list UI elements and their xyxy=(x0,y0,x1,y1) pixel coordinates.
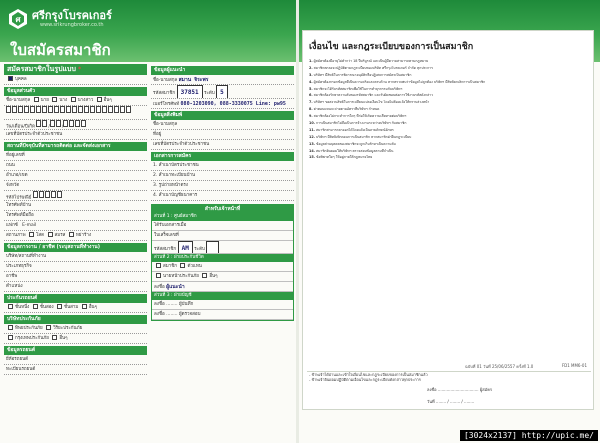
part3-row-2[interactable]: ลงชื่อ ........ ผู้ตรวจสอบ xyxy=(152,310,293,320)
vehicle-section-head: ข้อมูลรถยนต์ xyxy=(4,346,147,355)
insurer-3[interactable] xyxy=(8,335,13,340)
terms-panel xyxy=(302,30,594,410)
acknowledgement-box xyxy=(307,371,591,409)
term-item: 11.สมาชิกสามารถลาออกได้โดยแจ้งเป็นลายลักษณ์อักษร xyxy=(309,127,394,132)
term-item: 6.สมาชิกต้องรักษาความลับของรหัสสมาชิก และรับผิดชอบต่อการใช้งานรหัสดังกล่าว xyxy=(309,93,433,98)
ins-class-1[interactable] xyxy=(8,304,13,309)
term-item: 3.บริษัทฯ มีสิทธิ์ในการพิจารณาอนุมัติหรือปฏิเสธการสมัครเป็นสมาชิก xyxy=(309,72,412,77)
personal-section-head: ข้อมูลส่วนตัว xyxy=(4,87,147,96)
status-row: สถานภาพ โสด สมรส หย่าร้าง xyxy=(4,231,147,241)
doc-item-2: 2. สำเนาทะเบียนบ้าน xyxy=(151,171,294,181)
birthdate-row[interactable]: วัน/เดือน/ปีเกิด / / xyxy=(4,120,147,130)
part2-opt-1[interactable] xyxy=(156,263,161,268)
work-row-3[interactable]: อาชีพ xyxy=(4,272,147,282)
doc-item-1: 1. สำเนาบัตรประชาชน xyxy=(151,161,294,171)
brand-name: ศรีกรุงโบรคเกอร์ xyxy=(32,9,112,22)
postal-row-2[interactable]: ที่อยู่ xyxy=(151,130,294,140)
postal-row-3[interactable]: เลขที่บัตรประจำตัวประชาชน xyxy=(151,140,294,150)
title-checkbox-1[interactable] xyxy=(34,97,39,102)
part2-opt-2[interactable] xyxy=(180,263,185,268)
term-item: 2.สมาชิกตกลงจะปฏิบัติตามกฎระเบียบของบริษัท ศรีกรุงโบรคเกอร์ จำกัด ทุกประการ xyxy=(309,65,433,70)
receipt-row[interactable]: ใบเสร็จเลขที่ xyxy=(152,231,293,241)
term-item: 8.ค่าตอบแทนจะจ่ายตามอัตราที่บริษัทฯ กำหนด xyxy=(309,107,380,112)
received-row[interactable]: ได้รับเอกสารเมื่อ xyxy=(152,221,293,231)
referrer-phone-row[interactable]: เบอร์โทรศัพท์ 080-1203090, 088-3330075 Line: pw95 xyxy=(151,99,294,109)
referrer-code: 37851 xyxy=(177,85,203,99)
term-item: 9.สมาชิกต้องไม่กระทำการใดๆ ที่ก่อให้เกิดความเสียหายต่อบริษัทฯ xyxy=(309,114,407,119)
term-item: 15.ข้อพิพาทใดๆ ให้อยู่ภายใต้กฎหมายไทย xyxy=(309,155,373,160)
terms-title: เงื่อนไข และกฎระเบียบของการเป็นสมาชิก xyxy=(309,42,474,52)
level-box[interactable] xyxy=(206,241,218,254)
ack-line-1: - ข้าพเจ้าได้อ่านและเข้าใจเงื่อนไขและกฎระเบียบของการเป็นสมาชิกแล้ว xyxy=(309,372,428,377)
vehicle-row[interactable]: ยี่ห้อรถยนต์ xyxy=(4,355,147,365)
ins-class-2[interactable] xyxy=(33,304,38,309)
addr-row-3[interactable]: อำเภอ/เขต xyxy=(4,171,147,181)
ack-line-2: - ข้าพเจ้ายินยอมปฏิบัติตามเงื่อนไขและกฎระเบียบดังกล่าวทุกประการ xyxy=(309,377,421,382)
term-item: 10.การเป็นสมาชิกไม่ถือเป็นการจ้างงานระหว่างบริษัทฯ กับสมาชิก xyxy=(309,121,407,126)
insurer-row-1: ทิพยประกันภัย วิริยะประกันภัย xyxy=(4,324,147,334)
id-card-row[interactable]: เลขที่บัตรประจำตัวประชาชน xyxy=(4,130,147,140)
referrer-section-head: ข้อมูลผู้แนะนำ xyxy=(151,66,294,75)
form-right-column xyxy=(151,64,294,439)
docs-section-head: เอกสารการสมัคร xyxy=(151,152,294,161)
ins-class-3[interactable] xyxy=(57,304,62,309)
officer-title: สำหรับเจ้าหน้าที่ xyxy=(152,205,293,213)
name-boxes-row[interactable] xyxy=(4,106,147,120)
apply-checkbox[interactable] xyxy=(8,76,13,81)
company-logo-icon xyxy=(8,8,28,30)
term-item: 14.สมาชิกยินยอมให้บริษัทฯ ตรวจสอบข้อมูลตามที่จำเป็น xyxy=(309,148,394,153)
status-checkbox-1[interactable] xyxy=(29,232,34,237)
part2-opt-3[interactable] xyxy=(156,273,161,278)
part2-row-1: สมาชิก ตัวแทน xyxy=(152,262,293,272)
status-checkbox-2[interactable] xyxy=(48,232,53,237)
insurer-4[interactable] xyxy=(52,335,57,340)
referrer-phone: 080-1203090, 088-3330075 Line: pw95 xyxy=(180,101,286,107)
term-item: 13.ข้อมูลส่วนบุคคลของสมาชิกจะถูกเก็บรักษาเป็นความลับ xyxy=(309,141,396,146)
form-code: FD1 MM6-01 xyxy=(561,363,587,368)
signer-row[interactable]: ลงชื่อ ผู้แนะนำ xyxy=(152,282,293,292)
svg-text:ศ: ศ xyxy=(15,15,21,24)
status-checkbox-3[interactable] xyxy=(69,232,74,237)
part2-row-2: นายหน้าประกันภัย อื่นๆ xyxy=(152,272,293,282)
address-section-head: สถานที่ปัจจุบันที่สามารถติดต่อ และจัดส่งเอกสาร xyxy=(4,142,147,151)
insurer-row-2: กรุงเทพประกันภัย อื่นๆ xyxy=(4,334,147,344)
term-item: 12.บริษัทฯ มีสิทธิ์เพิกถอนการเป็นสมาชิก หากสมาชิกฝ่าฝืนกฎระเบียบ xyxy=(309,134,412,139)
postal-row-1[interactable]: ชื่อ-นามสกุล xyxy=(151,120,294,130)
title-checkbox-4[interactable] xyxy=(97,97,102,102)
term-item: 4.ผู้สมัครต้องกรอกข้อมูลที่เป็นความจริงและครบถ้วน หากตรวจพบว่าข้อมูลไม่ถูกต้อง บริษัทฯ มีสิทธิ์ยกเลิกการเป็นสมาชิก xyxy=(309,79,486,84)
doc-item-3: 3. รูปถ่ายหน้าตรง xyxy=(151,181,294,191)
application-form xyxy=(4,64,294,439)
terms-list xyxy=(309,59,589,162)
addr-row-4[interactable]: จังหวัด xyxy=(4,181,147,191)
apply-type-row: บุคคล xyxy=(4,75,147,85)
insurance-section-head: ประกันรถยนต์ xyxy=(4,294,147,303)
applicant-date[interactable]: วันที่ ........ / ........ / ........ xyxy=(427,399,475,404)
addr-row-1[interactable]: ที่อยู่เลขที่ xyxy=(4,151,147,161)
form-title: ใบสมัครสมาชิก xyxy=(10,41,111,59)
addr-row-7[interactable]: โทรศัพท์มือถือ xyxy=(4,211,147,221)
term-item: 1.ผู้สมัครต้องมีอายุไม่ต่ำกว่า 18 ปีบริบูรณ์ และเป็นผู้มีความสามารถตามกฎหมาย xyxy=(309,59,429,63)
part3-head: ส่วนที่ 3 : ฝ่ายบัญชี xyxy=(152,292,293,300)
version-note: ฉบับที่ 01 วันที่ 25/06/2557 ครั้งที่ 1.0 xyxy=(465,364,534,369)
work-row-1[interactable]: บริษัท/สถานที่ทำงาน xyxy=(4,252,147,262)
part1-head: ส่วนที่ 1 : ศูนย์สมาชิก xyxy=(152,213,293,221)
addr-row-8[interactable]: แฟกซ์ E-mail xyxy=(4,221,147,231)
name-row: ชื่อ-นามสกุล นาย นาง นางสาว อื่นๆ xyxy=(4,96,147,106)
member-code: AM xyxy=(178,241,193,254)
insurer-2[interactable] xyxy=(46,325,51,330)
applicant-sign[interactable]: ลงชื่อ ................................ ผู้สมัคร xyxy=(427,387,493,392)
addr-row-6[interactable]: โทรศัพท์บ้าน xyxy=(4,201,147,211)
postal-section-head: ข้อมูลสิ่งพิมพ์ xyxy=(151,111,294,120)
work-row-4[interactable]: ตำแหน่ง xyxy=(4,282,147,292)
image-watermark: [3024x2137] http://upic.me/ xyxy=(460,430,598,441)
brand-url: www.srikrungbroker.co.th xyxy=(40,22,104,28)
page-divider xyxy=(296,0,299,443)
form-left-column xyxy=(4,64,147,439)
plate-row[interactable]: ทะเบียนรถยนต์ xyxy=(4,365,147,375)
referrer-code-row[interactable]: รหัสสมาชิก 37851 ระดับ 5 xyxy=(151,85,294,99)
title-checkbox-3[interactable] xyxy=(71,97,76,102)
part2-head: ส่วนที่ 2 : ฝ่ายประกันชีวิต xyxy=(152,254,293,262)
work-row-2[interactable]: ประเภทธุรกิจ xyxy=(4,262,147,272)
title-checkbox-2[interactable] xyxy=(52,97,57,102)
apply-section-head: สมัครสมาชิกในรูปแบบ * xyxy=(4,64,147,75)
addr-row-2[interactable]: ถนน xyxy=(4,161,147,171)
term-item: 7.บริษัทฯ ขอสงวนสิทธิ์ในการเปลี่ยนแปลงเงื่อนไข โดยไม่ต้องแจ้งให้ทราบล่วงหน้า xyxy=(309,100,430,105)
officer-box xyxy=(151,204,294,321)
member-code-row[interactable]: รหัสสมาชิก AM ระดับ xyxy=(152,241,293,254)
doc-item-4: 4. สำเนาบัญชีธนาคาร xyxy=(151,191,294,201)
insurance-class-row: ชั้นหนึ่ง ชั้นสอง ชั้นสาม อื่นๆ xyxy=(4,303,147,313)
part3-row-1[interactable]: ลงชื่อ ........ ผู้บันทึก xyxy=(152,300,293,310)
branch-code: 5 xyxy=(216,85,228,99)
part2-opt-4[interactable] xyxy=(202,273,207,278)
referrer-name-row[interactable]: ชื่อ-นามสกุล สมาน จิระพร xyxy=(151,75,294,85)
insurer-section-head: บริษัทประกันภัย xyxy=(4,315,147,324)
referrer-name: สมาน จิระพร xyxy=(178,77,209,83)
term-item: 5.สมาชิกจะได้รับรหัสสมาชิกเพื่อใช้ในการทำธุรกรรมกับบริษัทฯ xyxy=(309,86,403,91)
addr-row-5[interactable]: รหัสไปรษณีย์ xyxy=(4,191,147,201)
insurer-1[interactable] xyxy=(8,325,13,330)
ins-class-4[interactable] xyxy=(82,304,87,309)
work-section-head: ข้อมูลการงาน / อาชีพ (ระบุสถานที่ทำงาน) xyxy=(4,243,147,252)
